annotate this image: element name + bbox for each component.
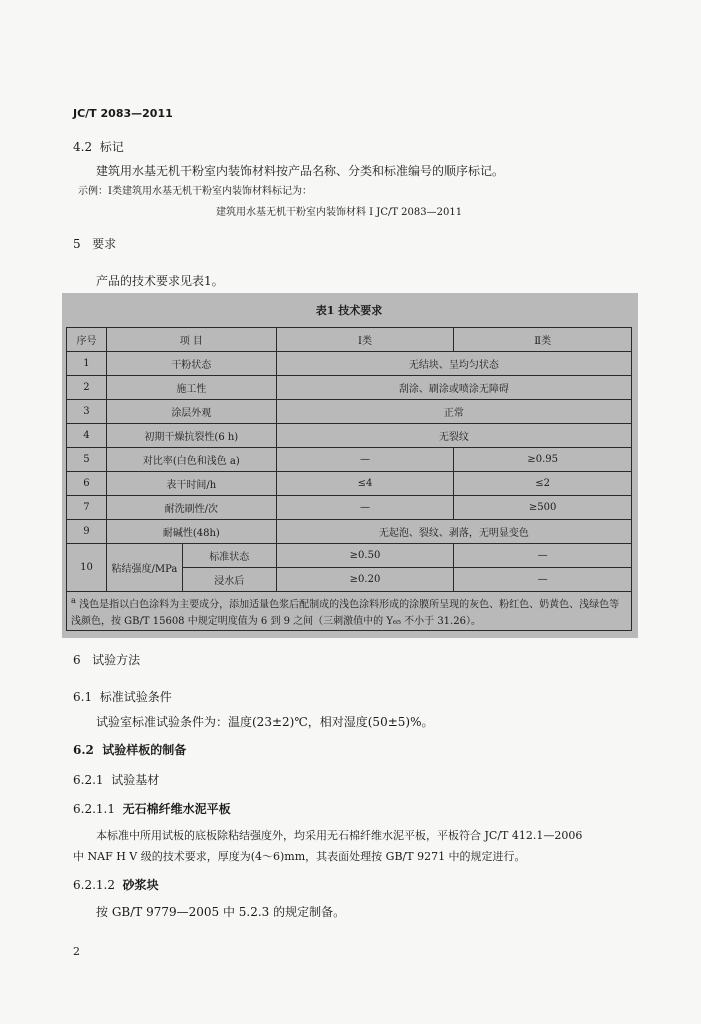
row-class-1: ≤4 xyxy=(276,472,454,496)
section-6-1-heading xyxy=(73,688,172,705)
row-no: 10 xyxy=(67,544,107,592)
header-item: 项 目 xyxy=(106,328,276,352)
header-no: 序号 xyxy=(67,328,107,352)
row-no: 7 xyxy=(67,496,107,520)
row-no: 2 xyxy=(67,376,107,400)
row-class-2: — xyxy=(454,568,632,592)
section-number: 5 xyxy=(73,237,81,251)
row-item: 表干时间/h xyxy=(106,472,276,496)
row-no: 9 xyxy=(67,520,107,544)
row-subitem: 浸水后 xyxy=(182,568,276,592)
header-class-1: Ⅰ类 xyxy=(276,328,454,352)
row-subitem: 标准状态 xyxy=(182,544,276,568)
table-row xyxy=(67,352,632,376)
section-title: 试验基材 xyxy=(111,773,160,787)
row-class-1: — xyxy=(276,448,454,472)
section-5-heading xyxy=(73,235,116,252)
section-number: 6.2.1.1 xyxy=(73,802,115,816)
section-number: 6.2.1 xyxy=(73,773,104,787)
row-item: 耐碱性(48h) xyxy=(106,520,276,544)
row-no: 5 xyxy=(67,448,107,472)
row-no: 4 xyxy=(67,424,107,448)
fiber-cement-paragraph-line-2: 中 NAF H V 级的技术要求，厚度为(4～6)mm，其表面处理按 GB/T 9271 中的规定进行。 xyxy=(73,850,526,863)
footnote-marker: a xyxy=(71,595,76,605)
row-item: 干粉状态 xyxy=(106,352,276,376)
row-value: 无起泡、裂纹、剥落，无明显变色 xyxy=(276,520,631,544)
row-class-2: ≥500 xyxy=(454,496,632,520)
marking-example-label: 示例：Ⅰ类建筑用水基无机干粉室内装饰材料标记为： xyxy=(78,186,312,197)
row-no: 6 xyxy=(67,472,107,496)
header-class-2: Ⅱ类 xyxy=(454,328,632,352)
table-row xyxy=(67,448,632,472)
table-caption: 表1 技术要求 xyxy=(315,304,383,317)
row-item: 对比率(白色和浅色 a) xyxy=(106,448,276,472)
row-class-2: — xyxy=(454,544,632,568)
footnote-text: 浅色是指以白色涂料为主要成分，添加适量色浆后配制成的浅色涂料形成的涂膜所呈现的灰色、粉红色、奶黄色、浅绿色等浅颜色，按 GB/T 15608 中规定明度值为 6 到 9 之间（三刺激值中的 Y₆₅ 不小于 31.26）。 xyxy=(71,599,620,628)
row-value: 无结块、呈均匀状态 xyxy=(276,352,631,376)
section-4-2-heading xyxy=(73,138,124,155)
fiber-cement-paragraph-line-1: 本标准中所用试板的底板除粘结强度外，均采用无石棉纤维水泥平板，平板符合 JC/T 412.1—2006 xyxy=(96,829,583,842)
section-6-2-1-heading xyxy=(73,771,159,788)
section-title: 要求 xyxy=(92,237,117,251)
technical-requirements-table xyxy=(66,327,632,631)
marking-example: 建筑用水基无机干粉室内装饰材料 Ⅰ JC/T 2083—2011 xyxy=(216,207,463,218)
section-title: 砂浆块 xyxy=(122,878,159,892)
requirements-paragraph: 产品的技术要求见表1。 xyxy=(96,274,224,288)
row-item: 涂层外观 xyxy=(106,400,276,424)
table-row xyxy=(67,520,632,544)
row-item: 初期干燥抗裂性(6 h) xyxy=(106,424,276,448)
row-value: 正常 xyxy=(276,400,631,424)
row-item: 施工性 xyxy=(106,376,276,400)
marking-paragraph: 建筑用水基无机干粉室内装饰材料按产品名称、分类和标准编号的顺序标记。 xyxy=(96,164,505,178)
page-number: 2 xyxy=(73,945,80,958)
table-row xyxy=(67,424,632,448)
section-number: 6.2.1.2 xyxy=(73,878,115,892)
section-title: 试验样板的制备 xyxy=(102,743,187,757)
row-item: 粘结强度/MPa xyxy=(106,544,182,592)
section-6-heading xyxy=(73,651,140,668)
section-title: 无石棉纤维水泥平板 xyxy=(122,802,231,816)
table-row xyxy=(67,376,632,400)
row-class-1: — xyxy=(276,496,454,520)
table-row xyxy=(67,472,632,496)
row-class-2: ≥0.95 xyxy=(454,448,632,472)
table-footnote xyxy=(67,592,632,631)
section-title: 标准试验条件 xyxy=(99,690,172,704)
section-number: 6.1 xyxy=(73,690,93,704)
row-value: 刮涂、刷涂或喷涂无障碍 xyxy=(276,376,631,400)
row-class-2: ≤2 xyxy=(454,472,632,496)
row-class-1: ≥0.20 xyxy=(276,568,454,592)
table-row xyxy=(67,544,632,568)
section-6-2-1-1-heading xyxy=(73,800,231,817)
row-value: 无裂纹 xyxy=(276,424,631,448)
test-conditions-paragraph: 试验室标准试验条件为：温度(23±2)℃，相对湿度(50±5)%。 xyxy=(96,715,434,729)
section-6-2-heading xyxy=(73,741,186,758)
row-item: 耐洗刷性/次 xyxy=(106,496,276,520)
table-header-row xyxy=(67,328,632,352)
table-row xyxy=(67,496,632,520)
mortar-block-paragraph: 按 GB/T 9779—2005 中 5.2.3 的规定制备。 xyxy=(96,905,346,919)
row-no: 3 xyxy=(67,400,107,424)
table-note-row xyxy=(67,592,632,631)
section-title: 试验方法 xyxy=(92,653,141,667)
standard-number: JC/T 2083—2011 xyxy=(73,107,173,120)
section-title: 标记 xyxy=(99,140,124,154)
section-6-2-1-2-heading xyxy=(73,876,159,893)
section-number: 6.2 xyxy=(73,743,94,757)
table-row xyxy=(67,400,632,424)
row-class-1: ≥0.50 xyxy=(276,544,454,568)
section-number: 4.2 xyxy=(73,140,93,154)
section-number: 6 xyxy=(73,653,81,667)
row-no: 1 xyxy=(67,352,107,376)
